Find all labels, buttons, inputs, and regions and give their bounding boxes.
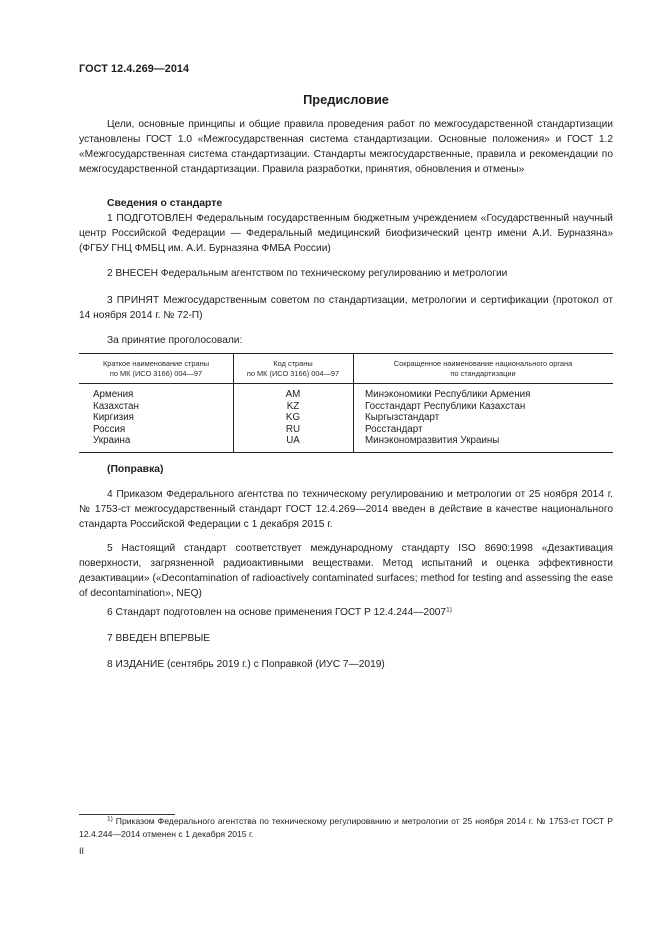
footnote: [79, 815, 613, 841]
header-line: Сокращенное наименование национального органа: [393, 359, 573, 368]
item-2-paragraph: 2 ВНЕСЕН Федеральным агентством по техническому регулированию и метрологии: [107, 268, 508, 279]
table-row: [79, 401, 613, 413]
footnote-ref[interactable]: 1): [446, 606, 452, 614]
table-header: [79, 354, 613, 384]
cell-country: Украина: [93, 435, 131, 446]
table-row: [79, 412, 613, 424]
cell-body: Росстандарт: [365, 423, 423, 435]
footnote-text: Приказом Федерального агентства по техническому регулированию и метрологии от 25 ноября 2014 г. № 1753-ст ГОСТ Р 12.4.244—2014 отменен с 1 декабря 2015 г.: [79, 816, 613, 839]
header-line: по МК (ИСО 3166) 004—97: [246, 368, 340, 378]
header-line: по стандартизации: [450, 368, 516, 378]
voting-table: [79, 353, 613, 453]
cell-body: Госстандарт Республики Казахстан: [365, 400, 526, 412]
section-title: Сведения о стандарте: [107, 198, 223, 209]
item-1-paragraph: 1 ПОДГОТОВЛЕН Федеральным государственным бюджетным учреждением «Государственный научный центр Российской Федерации — Федеральный медицинский биофизический центр имени А.И. Бурназяна» (ФГБУ ГНЦ ФМБЦ им. А.И. Бурназяна ФМБА России): [79, 213, 613, 254]
cell-country: Казахстан: [93, 400, 139, 412]
footnote-mark: 1): [107, 815, 113, 823]
header-country-name: [79, 359, 233, 378]
table-row: [79, 435, 613, 447]
cell-code: AM: [285, 389, 301, 400]
header-line: Краткое наименование страны: [102, 359, 210, 368]
header-country-code: [233, 359, 353, 378]
page-title: Предисловие: [303, 92, 389, 107]
table-row: [79, 389, 613, 401]
header-line: Код страны: [273, 359, 313, 368]
header-national-body: [353, 359, 613, 378]
cell-code: KG: [285, 412, 301, 423]
item-6-paragraph: [79, 605, 613, 620]
item-4-paragraph: 4 Приказом Федерального агентства по техническому регулированию и метрологии от 25 ноября 2014 г. № 1753-ст межгосударственный стандарт ГОСТ 12.4.269—2014 введен в действие в качестве национального стандарта Российской Федерации с 1 декабря 2015 г.: [79, 489, 613, 530]
cell-body: Кыргызстандарт: [365, 412, 440, 423]
vote-intro: За принятие проголосовали:: [107, 335, 243, 346]
item-6-text: 6 Стандарт подготовлен на основе применения ГОСТ Р 12.4.244—2007: [107, 607, 447, 618]
item-3-paragraph: 3 ПРИНЯТ Межгосударственным советом по стандартизации, метрологии и сертификации (протокол от 14 ноября 2014 г. № 72-П): [79, 295, 613, 321]
cell-body: Минэкономразвития Украины: [365, 435, 500, 446]
cell-code: UA: [286, 435, 300, 446]
item-5-paragraph: 5 Настоящий стандарт соответствует международному стандарту ISO 8690:1998 «Дезактивация поверхности, загрязненной радиоактивными веществами. Метод испытаний и оценка эффективности дезактивации» («Decontamination of radioactively contaminated surfaces; method for testing and assessing the ease of decontamination», NEQ): [79, 543, 613, 599]
intro-paragraph: Цели, основные принципы и общие правила проведения работ по межгосударственной стандартизации установлены ГОСТ 1.0 «Межгосударственная система стандартизации. Основные положения» и ГОСТ 1.2 «Межгосударственная система стандартизации. Стандарты межгосударственные, правила и рекомендации по межгосударственной стандартизации. Правила разработки, принятия, обновления и отмены»: [79, 119, 613, 175]
document-number: ГОСТ 12.4.269—2014: [79, 63, 190, 75]
cell-country: Армения: [93, 389, 134, 400]
item-7-paragraph: 7 ВВЕДЕН ВПЕРВЫЕ: [107, 633, 211, 644]
cell-body: Минэкономики Республики Армения: [365, 389, 531, 400]
cell-country: Киргизия: [93, 412, 134, 423]
table-row: [79, 424, 613, 436]
table-body: [79, 389, 613, 447]
page-number: II: [79, 846, 85, 856]
item-8-paragraph: 8 ИЗДАНИЕ (сентябрь 2019 г.) с Поправкой (ИУС 7—2019): [107, 659, 385, 670]
cell-code: KZ: [286, 400, 300, 412]
header-line: по МК (ИСО 3166) 004—97: [109, 368, 203, 378]
cell-country: Россия: [93, 423, 126, 435]
amendment-title: (Поправка): [107, 464, 164, 475]
cell-code: RU: [285, 423, 301, 435]
